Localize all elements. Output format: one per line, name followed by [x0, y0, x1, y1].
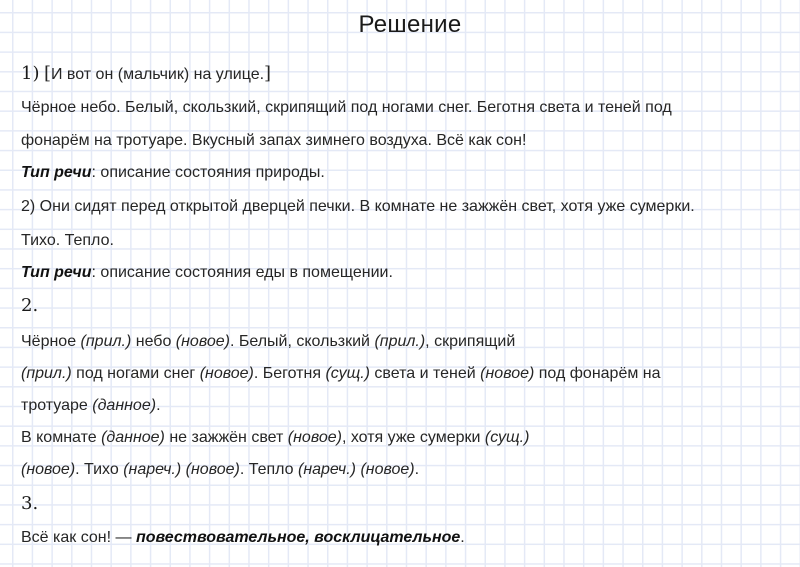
grammar-annotation: (прил.): [80, 333, 132, 350]
item-2-number: 2): [21, 198, 36, 215]
speech-type-value: : описание состояния еды в помещении.: [91, 264, 393, 281]
analysis-line-5: [21, 460, 419, 480]
example-sentence: Всё как сон! —: [21, 529, 136, 546]
sentence-text: небо: [131, 333, 176, 350]
grammar-annotation: (новое): [175, 333, 230, 350]
analysis-line-1: [21, 332, 515, 352]
speech-type-value: : описание состояния природы.: [91, 164, 325, 181]
open-bracket: [: [43, 63, 51, 84]
analysis-line-4: [21, 428, 529, 448]
grammar-annotation: (сущ.): [484, 429, 530, 446]
section-3-number-text: 3.: [21, 493, 39, 514]
sentence-text: . Белый, скользкий: [229, 333, 375, 350]
grammar-annotation: (новое): [185, 461, 240, 478]
item-2-line-2: Тихо. Тепло.: [21, 232, 114, 249]
text-1-line-2: фонарём на тротуаре. Вкусный запах зимнего воздуха. Всё как сон!: [21, 132, 527, 149]
sentence-text: В комнате: [21, 429, 102, 446]
sentence-text: под фонарём на: [534, 365, 661, 382]
section-3-answer: [21, 528, 465, 548]
sentence-text: , скрипящий: [425, 333, 516, 350]
sentence-text: Чёрное: [21, 333, 81, 350]
item-1-number: 1): [21, 63, 40, 84]
item-1-heading: [21, 64, 271, 85]
sentence-text: света и теней: [369, 365, 481, 382]
sentence-text: . Тихо: [75, 461, 124, 478]
section-3-number: [21, 494, 38, 515]
grammar-annotation: (прил.): [21, 365, 72, 382]
item-2-line-1: [21, 197, 695, 217]
speech-type-label: Тип речи: [21, 164, 92, 181]
grammar-annotation: (данное): [101, 429, 165, 446]
item-1-sentence: И вот он (мальчик) на улице.: [50, 66, 265, 83]
sentence-text: .: [414, 461, 420, 478]
text-1-line-1: Чёрное небо. Белый, скользкий, скрипящий под ногами снег. Беготня света и теней под: [21, 99, 672, 116]
speech-type-2: [21, 263, 393, 283]
close-bracket: ]: [264, 63, 272, 84]
speech-type-1: [21, 163, 325, 183]
grammar-annotation: (сущ.): [325, 365, 370, 382]
grammar-annotation: (новое): [199, 365, 254, 382]
grammar-annotation: (данное): [92, 397, 157, 414]
item-2-text: Они сидят перед открытой дверцей печки. В комнате не зажжён свет, хотя уже сумерки.: [35, 198, 695, 215]
sentence-text: . Беготня: [253, 365, 326, 382]
speech-type-label: Тип речи: [21, 264, 92, 281]
grammar-annotation: (новое): [480, 365, 535, 382]
section-2-number: [21, 296, 38, 317]
sentence-text: .: [156, 397, 161, 414]
grammar-annotation: (новое): [21, 461, 76, 478]
grammar-annotation: (нареч.): [298, 461, 356, 478]
sentence-text: , хотя уже сумерки: [341, 429, 485, 446]
sentence-text: под ногами снег: [71, 365, 200, 382]
sentence-text: тротуаре: [21, 397, 93, 414]
grammar-annotation: (прил.): [374, 333, 426, 350]
answer-period: .: [460, 529, 465, 546]
section-2-number-text: 2.: [21, 295, 39, 316]
analysis-line-2: [21, 364, 661, 384]
analysis-line-3: [21, 396, 161, 416]
sentence-text: . Тепло: [239, 461, 298, 478]
page-title: Решение: [358, 11, 462, 38]
grammar-annotation: (новое): [360, 461, 415, 478]
sentence-type: повествовательное, восклицательное: [135, 529, 461, 546]
grammar-annotation: (нареч.): [123, 461, 182, 478]
sentence-text: не зажжён свет: [164, 429, 288, 446]
grammar-annotation: (новое): [287, 429, 342, 446]
